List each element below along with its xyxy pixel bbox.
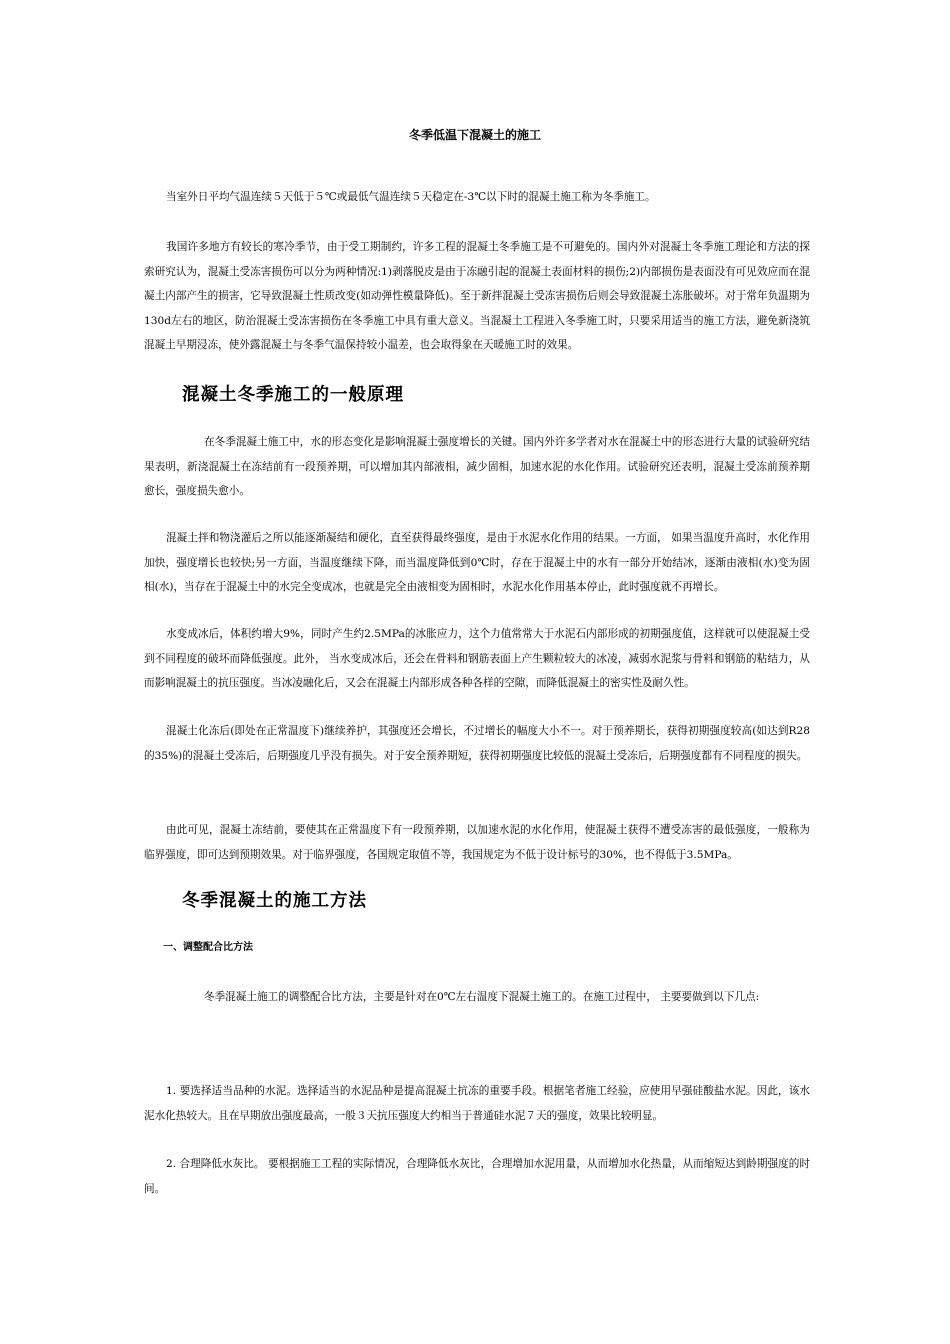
subsection-heading-mix-ratio: 一、调整配合比方法 [163, 942, 253, 953]
intro-paragraph-1: 当室外日平均气温连续５天低于５℃或最低气温连续５天稳定在-3℃以下时的混凝土施工称为冬季施工。 [166, 191, 656, 203]
list-item-2: 2. 合理降低水灰比。 要根据施工工程的实际情况，合理降低水灰比，合理增加水泥用量，从而增加水化热量，从而缩短达到龄期强度的时间。 [144, 1158, 810, 1195]
principles-paragraph-4: 混凝土化冻后(即处在正常温度下)继续养护，其强度还会增长，不过增长的幅度大小不一。对于预养期长，获得初期强度较高(如达到R28的35%)的混凝土受冻后，后期强度几乎没有损失。对于安全预养期短，获得初期强度比较低的混凝土受冻后，后期强度都有不同程度的损失。 [144, 725, 810, 762]
principles-paragraph-1: 在冬季混凝土施工中，水的形态变化是影响混凝土强度增长的关键。国内外许多学者对水在混凝土中的形态进行大量的试验研究结果表明，新浇混凝土在冻结前有一段预养期，可以增加其内部液相，减少固相，加速水泥的水化作用。试验研究还表明，混凝土受冻前预养期愈长，强度损失愈小。 [144, 436, 810, 497]
principles-paragraph-2: 混凝土拌和物浇灌后之所以能逐渐凝结和硬化，直至获得最终强度，是由于水泥水化作用的结果。一方面， 如果当温度升高时，水化作用加快，强度增长也较快;另一方面，当温度继续下降，而当温度降低到0℃时，存在于混凝土中的水有一部分开始结冰，逐渐由液相(水)变为固相(水)，当存在于混凝土中的水完全变成冰，也就是完全由液相变为固相时，水泥水化作用基本停止，此时强度就不再增长。 [144, 532, 810, 593]
principles-paragraph-5: 由此可见，混凝土冻结前，要使其在正常温度下有一段预养期，以加速水泥的水化作用，使混凝土获得不遭受冻害的最低强度，一般称为临界强度，即可达到预期效果。对于临界强度，各国规定取值不等，我国规定为不低于设计标号的30%，也不得低于3.5MPa。 [144, 824, 810, 861]
methods-paragraph-1: 冬季混凝土施工的调整配合比方法，主要是针对在0℃左右温度下混凝土施工的。在施工过程中， 主要要做到以下几点: [204, 991, 760, 1003]
list-item-1: 1. 要选择适当品种的水泥。选择适当的水泥品种是提高混凝土抗冻的重要手段。根据笔者施工经验，应使用早强硅酸盐水泥。因此，该水泥水化热较大。且在早期放出强度最高，一般３天抗压强度大约相当于普通硅水泥７天的强度，效果比较明显。 [144, 1085, 810, 1122]
section-heading-principles: 混凝土冬季施工的一般原理 [182, 385, 404, 405]
section-heading-methods: 冬季混凝土的施工方法 [182, 891, 367, 911]
document-title: 冬季低温下混凝土的施工 [408, 128, 541, 142]
principles-paragraph-3: 水变成冰后，体积约增大9%，同时产生约2.5MPa的冰胀应力，这个力值常常大于水泥石内部形成的初期强度值，这样就可以使混凝土受到不同程度的破坏而降低强度。此外， 当水变成冰后，还会在骨料和钢筋表面上产生颗粒较大的冰凌，减弱水泥浆与骨料和钢筋的粘结力，从而影响混凝土的抗压强度。当冰凌融化后，又会在混凝土内部形成各种各样的空隙，而降低混凝土的密实性及耐久性。 [144, 628, 810, 689]
intro-paragraph-2: 我国许多地方有较长的寒冷季节，由于受工期制约，许多工程的混凝土冬季施工是不可避免的。国内外对混凝土冬季施工理论和方法的探索研究认为，混凝土受冻害损伤可以分为两种情况:1)剥落脱皮是由于冻融引起的混凝土表面材料的损伤;2)内部损伤是表面没有可见效应而在混凝土内部产生的损害，它导致混凝土性质改变(如动弹性模量降低)。至于新拌混凝土受冻害损伤后则会导致混凝土冻胀破坏。对于常年负温期为130d左右的地区，防治混凝土受冻害损伤在冬季施工中具有重大意义。当混凝土工程进入冬季施工时，只要采用适当的施工方法，避免新浇筑混凝土早期浸冻，使外露混凝土与冬季气温保持较小温差，也会取得象在天暖施工时的效果。 [144, 241, 810, 351]
